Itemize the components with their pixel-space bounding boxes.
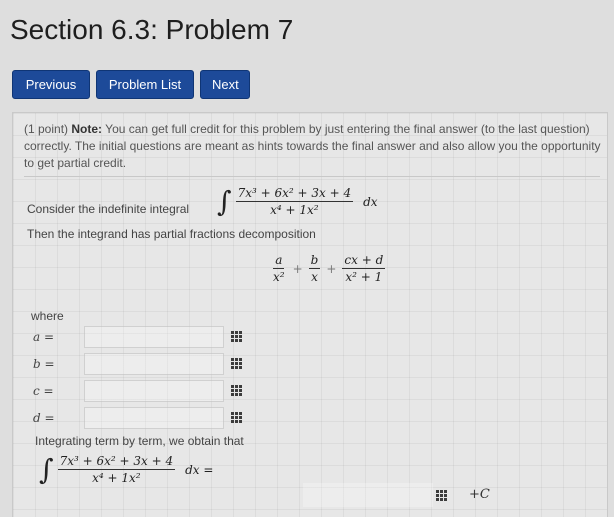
previous-button[interactable]: Previous <box>12 70 90 99</box>
answer-row-c <box>33 379 224 403</box>
problem-panel <box>12 112 608 517</box>
dx-equals-label: dx = <box>185 462 214 477</box>
where-text: where <box>31 309 64 323</box>
integral-sign: ∫ <box>39 453 54 486</box>
final-integral <box>39 453 213 486</box>
integrand-denominator: x⁴ + 1x² <box>92 471 141 485</box>
integrating-text: Integrating term by term, we obtain that <box>35 434 244 448</box>
consider-text: Consider the indefinite integral <box>27 202 190 216</box>
term-b-denominator: x <box>311 270 318 284</box>
divider <box>24 176 600 177</box>
problem-nav <box>12 70 250 99</box>
answer-input-b[interactable] <box>84 353 224 375</box>
page-title: Section 6.3: Problem 7 <box>10 14 294 45</box>
final-answer-input[interactable] <box>303 483 433 507</box>
answer-input-d[interactable] <box>84 407 224 429</box>
points-label: (1 point) <box>24 122 69 136</box>
term-a-numerator: a <box>275 253 283 267</box>
answer-row-b <box>33 352 224 376</box>
problem-note <box>24 121 602 172</box>
answer-input-c[interactable] <box>84 380 224 402</box>
grid-icon[interactable] <box>231 331 245 343</box>
answer-input-a[interactable] <box>84 326 224 348</box>
partial-fractions <box>271 253 385 284</box>
indefinite-integral <box>217 185 378 218</box>
term-cd-denominator: x² + 1 <box>345 270 383 284</box>
dx-label: dx <box>363 194 378 209</box>
then-text: Then the integrand has partial fractions decomposition <box>27 227 316 241</box>
answer-row-a <box>33 325 224 349</box>
integrand-fraction <box>58 454 176 485</box>
next-button[interactable]: Next <box>200 70 250 99</box>
var-b-label: b = <box>33 357 55 371</box>
term-b-numerator: b <box>310 253 319 267</box>
grid-icon[interactable] <box>231 358 245 370</box>
problem-list-button[interactable]: Problem List <box>96 70 194 99</box>
integrand-numerator: 7x³ + 6x² + 3x + 4 <box>59 454 174 468</box>
term-a <box>271 253 287 284</box>
integrand-numerator: 7x³ + 6x² + 3x + 4 <box>237 186 352 200</box>
plus-sign: + <box>292 261 303 276</box>
answer-row-d <box>33 406 224 430</box>
plus-c-label: +C <box>469 487 490 502</box>
grid-icon[interactable] <box>231 385 245 397</box>
term-b <box>309 253 321 284</box>
note-label: Note: <box>71 122 103 136</box>
grid-icon[interactable] <box>436 490 450 502</box>
integrand-fraction <box>236 186 354 217</box>
grid-icon[interactable] <box>231 412 245 424</box>
integrand-denominator: x⁴ + 1x² <box>270 203 319 217</box>
integral-sign: ∫ <box>217 185 232 218</box>
plus-sign: + <box>326 261 337 276</box>
note-text: You can get full credit for this problem by just entering the final answer (to the last question) correctly. The initial questions are meant as hints towards the final answer and also allow you the opportunity to get partial credit. <box>24 122 601 170</box>
term-cd-numerator: cx + d <box>344 253 384 267</box>
var-a-label: a = <box>33 330 55 344</box>
term-a-denominator: x² <box>273 270 285 284</box>
var-c-label: c = <box>33 384 54 398</box>
var-d-label: d = <box>33 411 55 425</box>
term-cd <box>342 253 385 284</box>
